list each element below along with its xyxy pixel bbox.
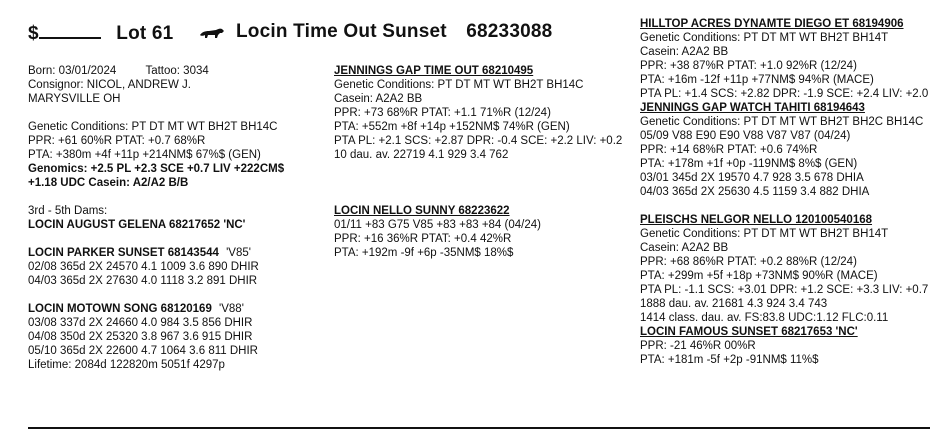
record-line: 05/10 365d 2X 22600 4.7 1064 3.6 811 DHIR xyxy=(28,345,258,357)
consignor-city: MARYSVILLE OH xyxy=(28,93,121,105)
record-line: 02/08 365d 2X 24570 4.1 1009 3.6 890 DHIR xyxy=(28,261,259,273)
sires-dam-line: 05/09 V88 E90 E90 V88 V87 V87 (04/24) xyxy=(640,130,851,142)
dams-dam-name: LOCIN FAMOUS SUNSET 68217653 'NC' xyxy=(640,326,858,338)
sire-line: PPR: +73 68%R PTAT: +1.1 71%R (12/24) xyxy=(334,107,551,119)
fifth-dam-score: 'V88' xyxy=(219,303,244,315)
genetic-conditions: Genetic Conditions: PT DT MT WT BH2T BH14C xyxy=(28,121,278,133)
fourth-dam-name: LOCIN PARKER SUNSET 68143544 xyxy=(28,247,219,259)
sires-sire-line: PTA PL: +1.4 SCS: +2.82 DPR: -1.9 SCE: +2.4 LIV: +2.0 xyxy=(640,88,929,100)
sire-line: PTA: +552m +8f +14p +152NM$ 74%R (GEN) xyxy=(334,121,570,133)
sire-line: 10 dau. av. 22719 4.1 929 3.4 762 xyxy=(334,149,509,161)
sire-line: PTA PL: +2.1 SCS: +2.87 DPR: -0.4 SCE: +2.2 LIV: +0.2 xyxy=(334,135,623,147)
dams-sire-line: Casein: A2A2 BB xyxy=(640,242,729,254)
dams-sire-line: 1888 dau. av. 21681 4.3 924 3.4 743 xyxy=(640,298,828,310)
dam-line: PTA: +192m -9f +6p -35NM$ 18%$ xyxy=(334,247,514,259)
lifetime-line: Lifetime: 2084d 122820m 5051f 4297p xyxy=(28,359,225,371)
sires-dam-name: JENNINGS GAP WATCH TAHITI 68194643 xyxy=(640,102,865,114)
pta: PTA: +380m +4f +11p +214NM$ 67%$ (GEN) xyxy=(28,149,261,161)
animal-name: Locin Time Out Sunset xyxy=(236,21,447,42)
dams-label: 3rd - 5th Dams: xyxy=(28,205,108,217)
dams-sire-line: 1414 class. dau. av. FS:83.8 UDC:1.12 FLC:0.11 xyxy=(640,312,889,324)
dam-line: PPR: +16 36%R PTAT: +0.4 42%R xyxy=(334,233,512,245)
sire-line: Genetic Conditions: PT DT MT WT BH2T BH14C xyxy=(334,79,584,91)
cow-silhouette-icon xyxy=(199,26,225,40)
middle-column xyxy=(334,64,634,260)
price-blank xyxy=(39,21,101,39)
dams-sire-line: PTA: +299m +5f +18p +73NM$ 90%R (MACE) xyxy=(640,270,878,282)
sire-line: Casein: A2A2 BB xyxy=(334,93,423,105)
dam-line: 01/11 +83 G75 V85 +83 +83 +84 (04/24) xyxy=(334,219,541,231)
left-column xyxy=(28,64,328,372)
dams-sire-line: PPR: +68 86%R PTAT: +0.2 88%R (12/24) xyxy=(640,256,857,268)
fourth-dam-score: 'V85' xyxy=(226,247,251,259)
sires-sire-line: PTA: +16m -12f +11p +77NM$ 94%R (MACE) xyxy=(640,74,874,86)
sires-dam-line: 03/01 345d 2X 19570 4.7 928 3.5 678 DHIA xyxy=(640,172,864,184)
ppr: PPR: +61 60%R PTAT: +0.7 68%R xyxy=(28,135,206,147)
genomics-casein: +1.18 UDC Casein: A2/A2 B/B xyxy=(28,177,189,189)
dams-sire-line: PTA PL: -1.1 SCS: +3.01 DPR: +1.2 SCE: +3.3 LIV: +0.7 xyxy=(640,284,929,296)
sires-sire-name: HILLTOP ACRES DYNAMTE DIEGO ET 68194906 xyxy=(640,18,904,30)
record-line: 04/03 365d 2X 27630 4.0 1118 3.2 891 DHIR xyxy=(28,275,258,287)
sires-dam-line: PPR: +14 68%R PTAT: +0.6 74%R xyxy=(640,144,818,156)
lot-number: Lot 61 xyxy=(116,23,174,44)
fifth-dam-name: LOCIN MOTOWN SONG 68120169 xyxy=(28,303,212,315)
header xyxy=(28,21,173,45)
sires-dam-line: 04/03 365d 2X 25630 4.5 1159 3.4 882 DHIA xyxy=(640,186,870,198)
tattoo: Tattoo: 3034 xyxy=(145,65,209,77)
price-symbol: $ xyxy=(28,23,39,44)
sires-sire-line: Genetic Conditions: PT DT MT WT BH2T BH14T xyxy=(640,32,889,44)
sire-name: JENNINGS GAP TIME OUT 68210495 xyxy=(334,65,534,77)
genomics: Genomics: +2.5 PL +2.3 SCE +0.7 LIV +222CM$ xyxy=(28,163,285,175)
dams-sire-line: Genetic Conditions: PT DT MT WT BH2T BH14T xyxy=(640,228,889,240)
dams-dam-line: PTA: +181m -5f +2p -91NM$ 11%$ xyxy=(640,354,819,366)
consignor: Consignor: NICOL, ANDREW J. xyxy=(28,79,191,91)
born: Born: 03/01/2024 xyxy=(28,65,117,77)
animal-title xyxy=(236,21,552,43)
dams-dam-line: PPR: -21 46%R 00%R xyxy=(640,340,756,352)
sires-sire-line: PPR: +38 87%R PTAT: +1.0 92%R (12/24) xyxy=(640,60,857,72)
sires-dam-line: PTA: +178m +1f +0p -119NM$ 8%$ (GEN) xyxy=(640,158,858,170)
dams-sire-name: PLEISCHS NELGOR NELLO 120100540168 xyxy=(640,214,873,226)
right-column xyxy=(640,17,940,367)
record-line: 04/08 350d 2X 25320 3.8 967 3.6 915 DHIR xyxy=(28,331,253,343)
animal-reg: 68233088 xyxy=(466,21,553,42)
third-dam: LOCIN AUGUST GELENA 68217652 'NC' xyxy=(28,219,246,231)
record-line: 03/08 337d 2X 24660 4.0 984 3.5 856 DHIR xyxy=(28,317,253,329)
bottom-rule xyxy=(28,427,930,429)
sires-dam-line: Genetic Conditions: PT DT MT WT BH2T BH2C BH14C xyxy=(640,116,924,128)
sires-sire-line: Casein: A2A2 BB xyxy=(640,46,729,58)
dam-name: LOCIN NELLO SUNNY 68223622 xyxy=(334,205,510,217)
